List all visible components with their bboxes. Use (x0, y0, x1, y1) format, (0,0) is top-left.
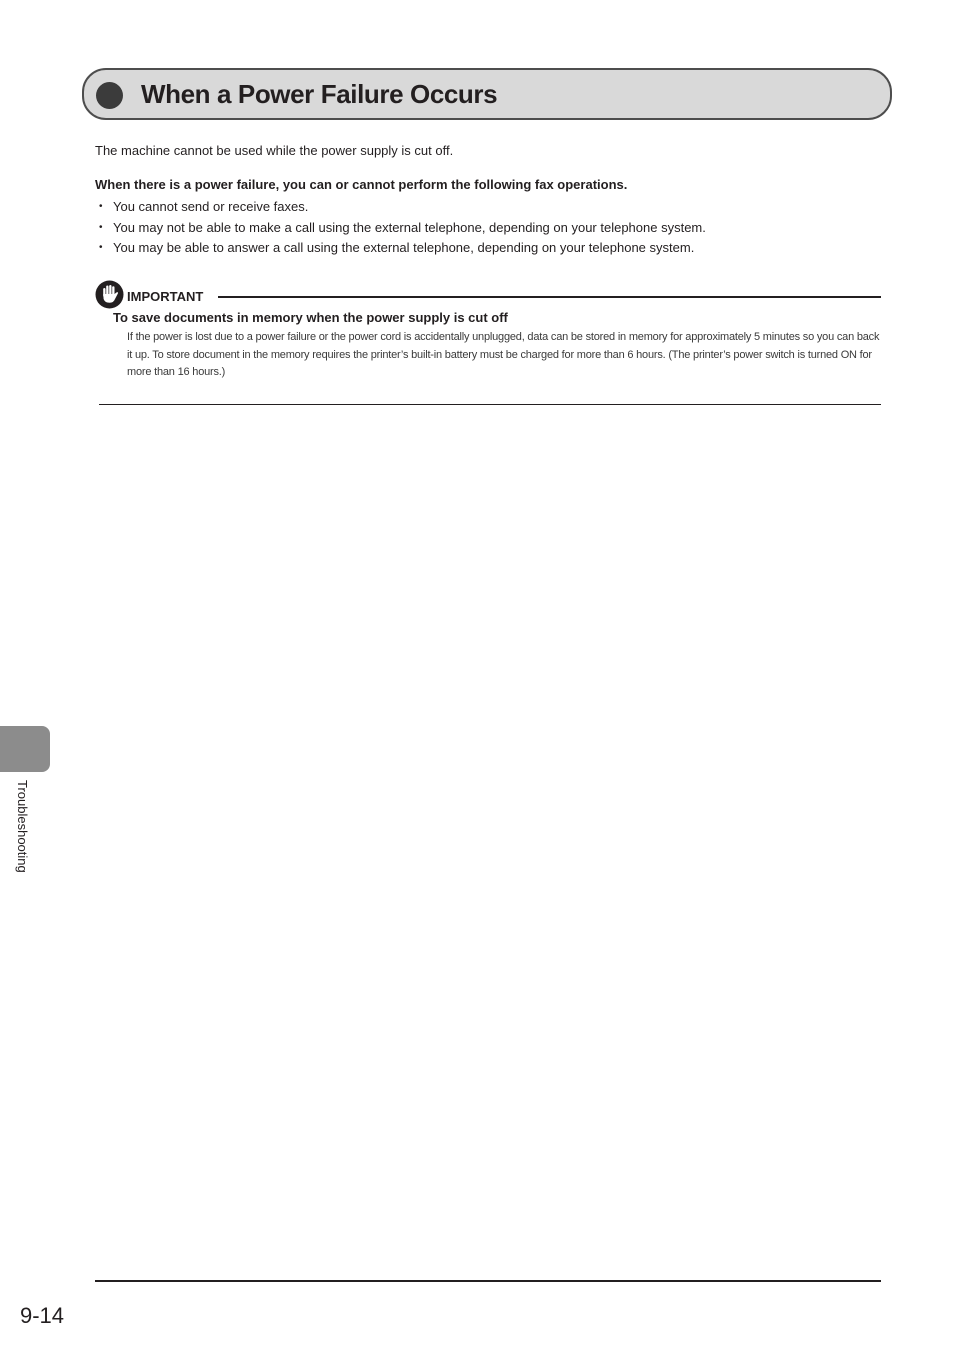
title-bullet-icon (96, 82, 123, 109)
chapter-tab (0, 726, 50, 772)
important-divider (218, 296, 881, 298)
stop-hand-icon (95, 280, 124, 309)
bullet-icon: • (99, 242, 103, 253)
operations-list (99, 198, 706, 260)
list-item-text: You cannot send or receive faxes. (113, 199, 309, 214)
list-item (99, 198, 706, 219)
list-item-text: You may be able to answer a call using the external telephone, depending on your telephone system. (113, 240, 695, 255)
important-body: If the power is lost due to a power failure or the power cord is accidentally unplugged, data can be stored in memory for approximately 5 minutes so you can back it up. To store document in the memory requires the printer’s built-in battery must be charged for more than 6 hours. (The printer’s power switch is turned ON for more than 16 hours.) (127, 331, 880, 378)
operations-heading: When there is a power failure, you can or cannot perform the following fax operations. (95, 177, 628, 192)
list-item-text: You may not be able to make a call using the external telephone, depending on your telephone system. (113, 219, 706, 235)
section-end-divider (99, 404, 881, 405)
chapter-label: Troubleshooting (15, 780, 30, 873)
important-label: IMPORTANT (127, 289, 204, 304)
page-number: 9-14 (20, 1303, 65, 1328)
footer-divider (95, 1280, 881, 1282)
intro-text: The machine cannot be used while the power supply is cut off. (95, 143, 454, 158)
list-item (99, 239, 706, 260)
list-item (99, 219, 706, 240)
page-title: When a Power Failure Occurs (141, 79, 498, 109)
bullet-icon: • (99, 221, 103, 233)
section-title-bar (82, 68, 892, 120)
important-heading: To save documents in memory when the power supply is cut off (113, 310, 508, 325)
bullet-icon: • (99, 201, 103, 212)
